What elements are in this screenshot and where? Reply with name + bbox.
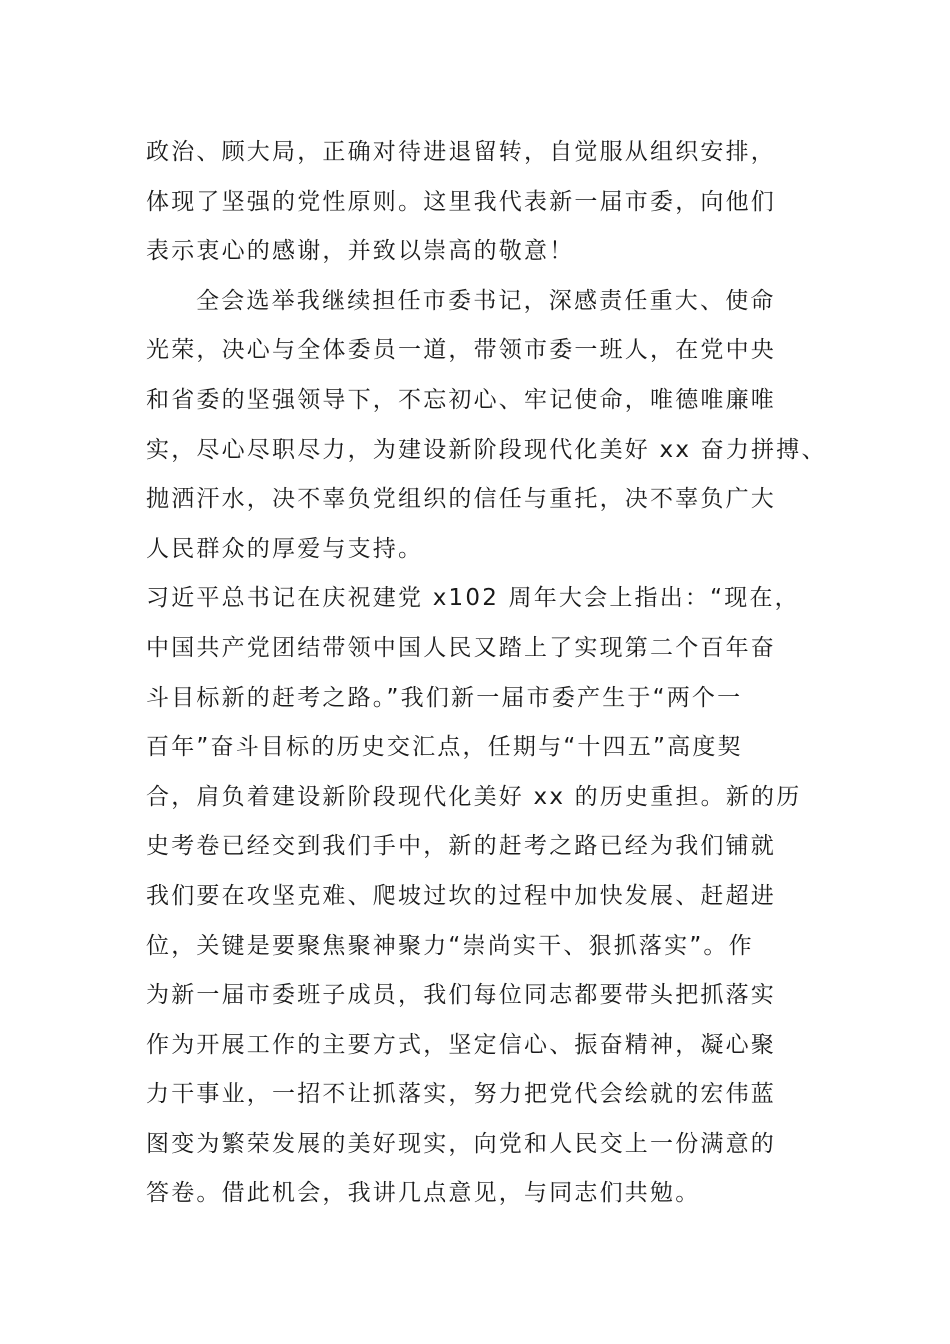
document-body <box>146 128 826 1219</box>
paragraph-start-line: 全会选举我继续担任市委书记，深感责任重大、使命 <box>196 287 776 314</box>
text-line: 表示衷心的感谢，并致以崇高的敬意！ <box>146 238 575 265</box>
text-line: 史考卷已经交到我们手中，新的赶考之路已经为我们铺就 <box>146 833 776 860</box>
text-line: 为新一届市委班子成员，我们每位同志都要带头把抓落实 <box>146 982 776 1009</box>
text-line: 作为开展工作的主要方式，坚定信心、振奋精神，凝心聚 <box>146 1031 776 1058</box>
paragraph-start-line: 习近平总书记在庆祝建党 x102 周年大会上指出：“现在， <box>146 585 800 612</box>
text-line: 我们要在攻坚克难、爬坡过坎的过程中加快发展、赶超进 <box>146 882 776 909</box>
text-line: 人民群众的厚爱与支持。 <box>146 535 424 562</box>
text-line: 抛洒汗水，决不辜负党组织的信任与重托，决不辜负广大 <box>146 486 776 513</box>
text-line: 中国共产党团结带领中国人民又踏上了实现第二个百年奋 <box>146 634 776 661</box>
text-line: 斗目标新的赶考之路。”我们新一届市委产生于“两个一 <box>146 684 743 711</box>
text-line: 百年”奋斗目标的历史交汇点，任期与“十四五”高度契 <box>146 734 743 761</box>
text-line: 实，尽心尽职尽力，为建设新阶段现代化美好 xx 奋力拼搏、 <box>146 436 827 463</box>
text-line: 答卷。借此机会，我讲几点意见，与同志们共勉。 <box>146 1180 701 1207</box>
text-line: 合，肩负着建设新阶段现代化美好 xx 的历史重担。新的历 <box>146 783 802 810</box>
text-line: 光荣，决心与全体委员一道，带领市委一班人，在党中央 <box>146 337 776 364</box>
text-line: 力干事业，一招不让抓落实，努力把党代会绘就的宏伟蓝 <box>146 1081 776 1108</box>
text-line: 体现了坚强的党性原则。这里我代表新一届市委，向他们 <box>146 188 776 215</box>
text-line: 政治、顾大局，正确对待进退留转，自觉服从组织安排， <box>146 139 776 165</box>
text-line: 位，关键是要聚焦聚神聚力“崇尚实干、狠抓落实”。作 <box>146 932 754 959</box>
text-line: 图变为繁荣发展的美好现实，向党和人民交上一份满意的 <box>146 1130 776 1157</box>
text-line: 和省委的坚强领导下，不忘初心、牢记使命，唯德唯廉唯 <box>146 386 776 413</box>
